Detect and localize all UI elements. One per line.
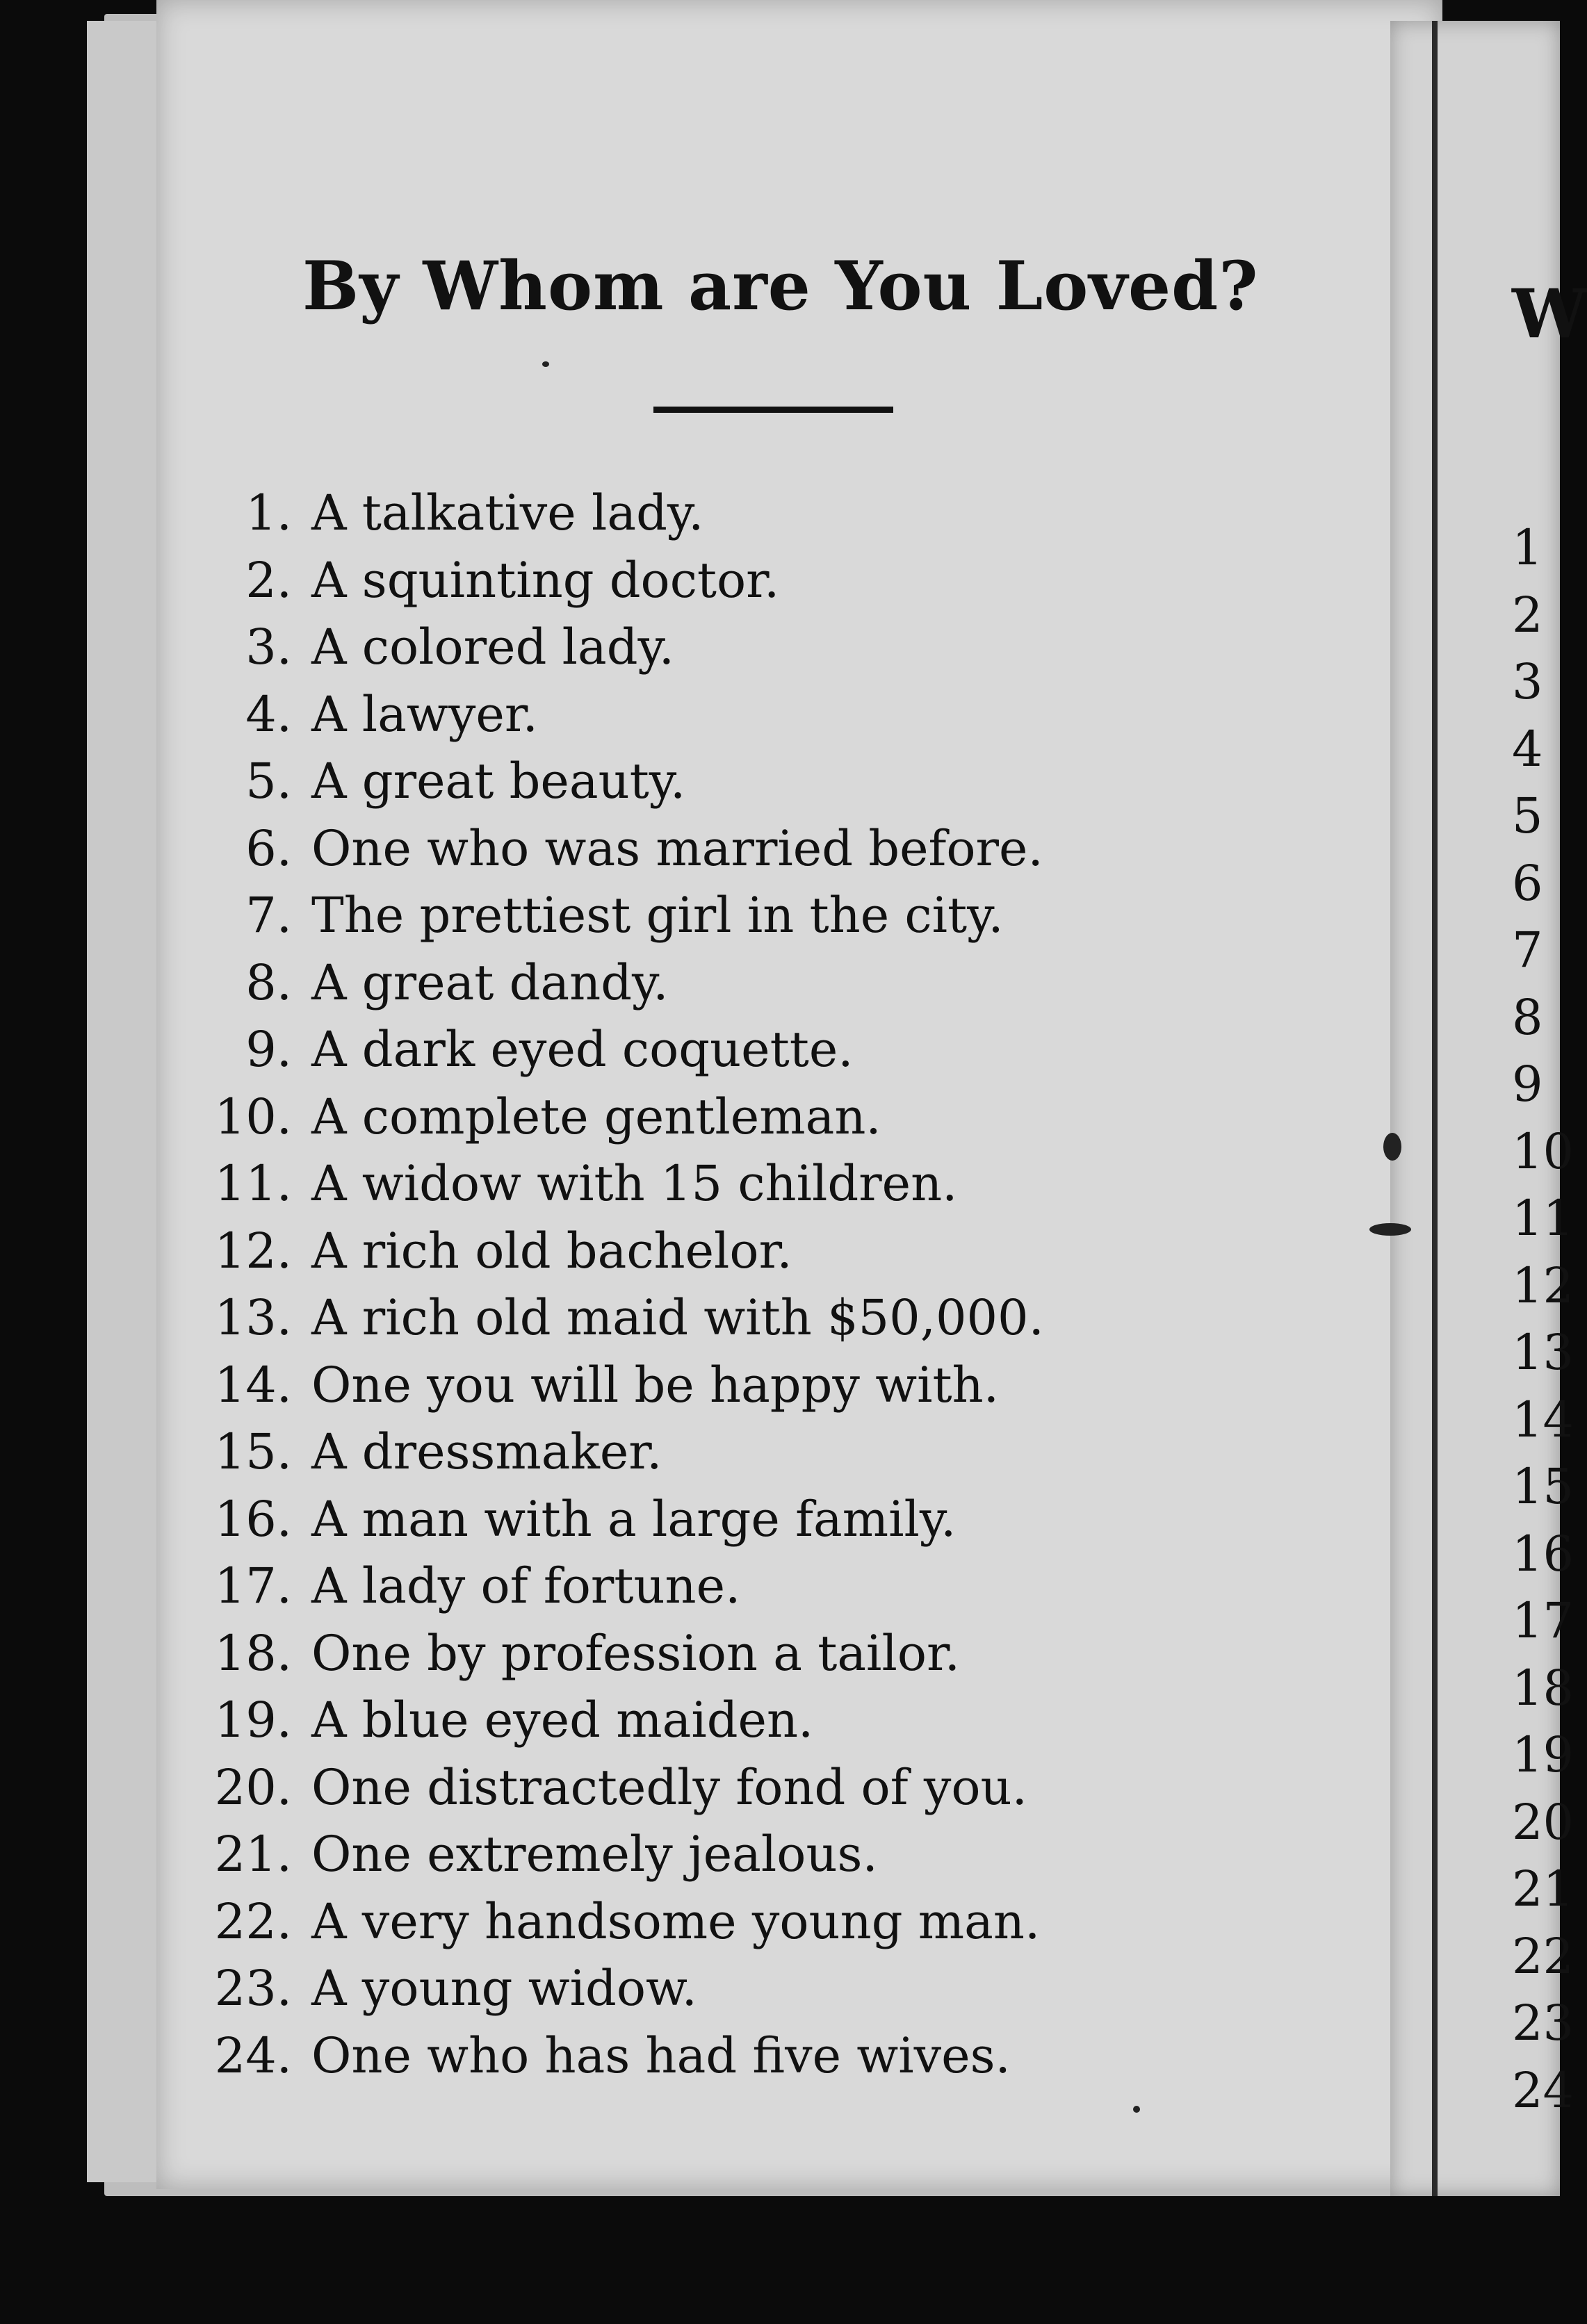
entry-text: A talkative lady.: [311, 484, 704, 541]
entry-number: 5.: [245, 753, 292, 810]
list-item: [174, 1754, 1112, 1822]
list-item: [174, 1284, 1112, 1352]
entry-text: A lawyer.: [311, 685, 538, 743]
scan-speck: [1133, 2106, 1140, 2113]
entry-number: 13.: [214, 1289, 292, 1346]
entry-number: 1.: [245, 484, 292, 541]
list-item: [174, 1150, 1112, 1218]
entry-number: 16.: [214, 1490, 292, 1548]
entry-number: 10.: [214, 1088, 292, 1145]
entry-text: A rich old maid with $50,000.: [311, 1289, 1044, 1346]
entry-number: 19.: [214, 1692, 292, 1749]
entry-text: A blue eyed maiden.: [311, 1692, 814, 1749]
list-item: [174, 1486, 1112, 1553]
entry-text: A rich old bachelor.: [311, 1222, 792, 1279]
list-item: [174, 480, 1112, 547]
right-page-number: 5: [1512, 787, 1543, 844]
entry-number: 20.: [214, 1758, 292, 1816]
right-page-number: 15: [1512, 1458, 1574, 1515]
entry-number: 9.: [245, 1021, 292, 1078]
entry-text: A very handsome young man.: [311, 1892, 1041, 1950]
entry-number: 4.: [245, 685, 292, 743]
list-item: [174, 1016, 1112, 1083]
scan-speck: [1383, 1133, 1401, 1161]
list-item: [174, 1352, 1112, 1419]
right-page-number: 4: [1512, 720, 1543, 778]
list-item: [174, 1553, 1112, 1620]
list-item: [174, 547, 1112, 614]
entry-text: A colored lady.: [311, 619, 675, 676]
entry-number: 17.: [214, 1557, 292, 1614]
list-item: [174, 1687, 1112, 1754]
entry-number: 2.: [245, 551, 292, 609]
entry-number: 22.: [214, 1892, 292, 1950]
right-page-number: 19: [1512, 1726, 1574, 1783]
entry-number: 11.: [214, 1155, 292, 1212]
list-item: [174, 614, 1112, 681]
entry-number: 12.: [214, 1222, 292, 1279]
right-page-number: 3: [1512, 653, 1543, 710]
right-page-number: 11: [1512, 1190, 1574, 1247]
entry-number: 18.: [214, 1624, 292, 1682]
entry-text: A squinting doctor.: [311, 551, 780, 609]
right-page-gutter: [1432, 21, 1438, 2196]
entry-text: A great dandy.: [311, 954, 669, 1011]
list-item: [174, 1418, 1112, 1486]
list-item: [174, 1620, 1112, 1687]
list-item: [174, 815, 1112, 883]
right-page-number: 9: [1512, 1056, 1543, 1113]
entry-text: One extremely jealous.: [311, 1826, 878, 1883]
right-page-number: 13: [1512, 1324, 1574, 1381]
list-item: [174, 1888, 1112, 1956]
list-item: [174, 748, 1112, 815]
right-page-number: 10: [1512, 1122, 1574, 1180]
page-title: By Whom are You Loved?: [302, 247, 1259, 325]
list-item: [174, 1083, 1112, 1151]
right-page-number: 24: [1512, 2061, 1574, 2119]
right-page-number: 1: [1512, 519, 1543, 576]
entry-text: One who has had five wives.: [311, 2027, 1011, 2084]
right-page-number: 12: [1512, 1257, 1574, 1314]
entry-text: The prettiest girl in the city.: [311, 887, 1004, 944]
entry-text: A man with a large family.: [311, 1490, 957, 1548]
fortune-list: [174, 480, 1112, 2089]
entry-text: One distractedly fond of you.: [311, 1758, 1027, 1816]
right-page-number: 14: [1512, 1391, 1574, 1448]
right-page-number: 17: [1512, 1592, 1574, 1649]
entry-number: 14.: [214, 1356, 292, 1414]
right-page-number: 6: [1512, 854, 1543, 912]
entry-text: A dark eyed coquette.: [311, 1021, 854, 1078]
right-page-number: 20: [1512, 1793, 1574, 1851]
right-page-title-fragment: W: [1512, 275, 1587, 353]
list-item: [174, 681, 1112, 748]
entry-text: A complete gentleman.: [311, 1088, 881, 1145]
entry-text: A great beauty.: [311, 753, 686, 810]
entry-number: 23.: [214, 1960, 292, 2017]
list-item: [174, 1955, 1112, 2022]
list-item: [174, 1821, 1112, 1888]
right-page-number: 2: [1512, 586, 1543, 644]
right-page-number: 22: [1512, 1927, 1574, 1985]
entry-text: One by profession a tailor.: [311, 1624, 961, 1682]
scan-speck: [542, 361, 549, 367]
entry-text: One who was married before.: [311, 819, 1043, 877]
right-page-number: 21: [1512, 1860, 1574, 1917]
list-item: [174, 1218, 1112, 1285]
entry-number: 7.: [245, 887, 292, 944]
right-page-number: 16: [1512, 1525, 1574, 1582]
entry-text: A widow with 15 children.: [311, 1155, 958, 1212]
list-item: [174, 882, 1112, 949]
right-page-number: 23: [1512, 1995, 1574, 2052]
right-page-number-column: [1512, 514, 1574, 2124]
entry-text: A dressmaker.: [311, 1423, 662, 1480]
entry-number: 24.: [214, 2027, 292, 2084]
list-item: [174, 2022, 1112, 2090]
list-item: [174, 949, 1112, 1017]
entry-number: 15.: [214, 1423, 292, 1480]
page-edge-strip: [87, 21, 163, 2182]
entry-number: 6.: [245, 819, 292, 877]
entry-number: 8.: [245, 954, 292, 1011]
entry-text: One you will be happy with.: [311, 1356, 999, 1414]
entry-number: 21.: [214, 1826, 292, 1883]
right-page-number: 7: [1512, 922, 1543, 979]
title-rule: [653, 407, 893, 413]
right-page-number: 8: [1512, 988, 1543, 1046]
entry-number: 3.: [245, 619, 292, 676]
right-page-number: 18: [1512, 1659, 1574, 1717]
scan-speck: [1369, 1223, 1411, 1236]
entry-text: A lady of fortune.: [311, 1557, 741, 1614]
entry-text: A young widow.: [311, 1960, 697, 2017]
